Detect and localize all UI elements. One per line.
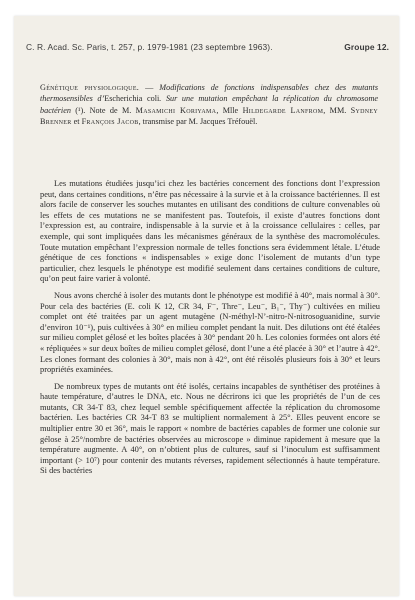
author-name: Masamichi Koriyama [135,105,217,115]
author-separator: , MM. [323,105,351,115]
journal-citation: C. R. Acad. Sc. Paris, t. 257, p. 1979-1981 (23 septembre 1963). [26,42,273,52]
section-label: Génétique physiologique. [40,83,140,92]
author-name: François Jacob [81,117,139,127]
note-reference: (¹). Note de M. [70,105,136,115]
author-name: Sydney Brenner [40,105,378,127]
note-title-continued: . Sur une mutation empêchant la réplication du chromosome bactérien [40,94,378,115]
transmitted-by: , transmise par M. Jacques Tréfouël. [138,117,258,127]
author-separator: et [71,117,82,127]
body-paragraph: Les mutations étudiées jusqu’ici chez les bactéries concernent des fonctions dont l’expression peut, dans certaines conditions, n’être pas nécessaire à la survie et à la croissance bactériennes. Il est alors facile de conserver les souches mutantes en utilisant des conditions de culture convenables où les effets de ces mutations ne se manifestent pas. Toutefois, il existe d’autres fonctions dont l’expression est, au contraire, indispensable à la survie et à la croissance cellulaires : celles, par exemple, qui sont impliquées dans les mécanismes généraux de la synthèse des macromolécules. Toute mutation empêchant l’expression normale de telles fonctions sera évidemment létale. L’étude génétique de ces fonctions « indispensables » exige donc l’isolement de mutants d’un type particulier, chez lesquels le phénotype est modifié seulement dans certaines conditions de culture, qu’on peut faire varier à volonté. [40,179,380,284]
journal-header [26,42,389,52]
author-separator: , Mlle [216,105,243,115]
organism-name: Escherichia coli [104,94,160,104]
title-dash: — [139,83,160,92]
document-page [14,16,399,596]
note-body [40,179,380,483]
note-title-block [40,82,378,128]
body-paragraph: De nombreux types de mutants ont été isolés, certains incapables de synthétiser des protéines à haute température, d’autres le DNA, etc. Nous ne décrirons ici que les propriétés de l’un de ces mutants, CR 34-T 83, chez lequel semble spécifiquement affectée la réplication du chromosome bactérien. Les bactéries CR 34-T 83 se multiplient normalement à 25°. Elles peuvent encore se multiplier entre 30 et 36°, mais le rapport « nombre de bactéries capables de former une colonie sur gélose à 25°/nombre de bactéries observées au microscope » diminue rapidement à mesure que la température augmente. A 40°, on n’obtient plus de cultures, sauf si l’inoculum est suffisamment important (> 10⁷) pour contenir des mutants réverses, rapidement sélectionnés à haute température. Si des bactéries [40,381,380,476]
note-title: Modifications de fonctions indispensables chez des mutants thermosensibles d’ [40,83,379,104]
author-name: Hildegarde Lanfrom [242,105,324,115]
group-number: Groupe 12. [344,42,389,52]
body-paragraph: Nous avons cherché à isoler des mutants dont le phénotype est modifié à 40°, mais normal à 30°. Pour cela des bactéries (E. coli K 12, CR 34, F⁻, Thre⁻, Leu⁻, B₁⁻, Thy⁻) cultivées en milieu complet ont été traitées par un agent mutagène (N-méthyl-N’-nitro-N-nitrosoguanidine, survie d’environ 10⁻¹), puis cultivées à 30° en milieu complet pendant la nuit. Des dilutions ont été étalées sur milieu complet gélosé et les boîtes placées à 30° pendant 20 h. Les colonies formées ont alors été « répliquées » sur deux boîtes de milieu complet gélosé, dont l’une a été placée à 30° et l’autre à 42°. Les clones formant des colonies à 30°, mais non à 42°, ont été réisolés plusieurs fois à 30° et leurs propriétés examinées. [40,290,380,375]
